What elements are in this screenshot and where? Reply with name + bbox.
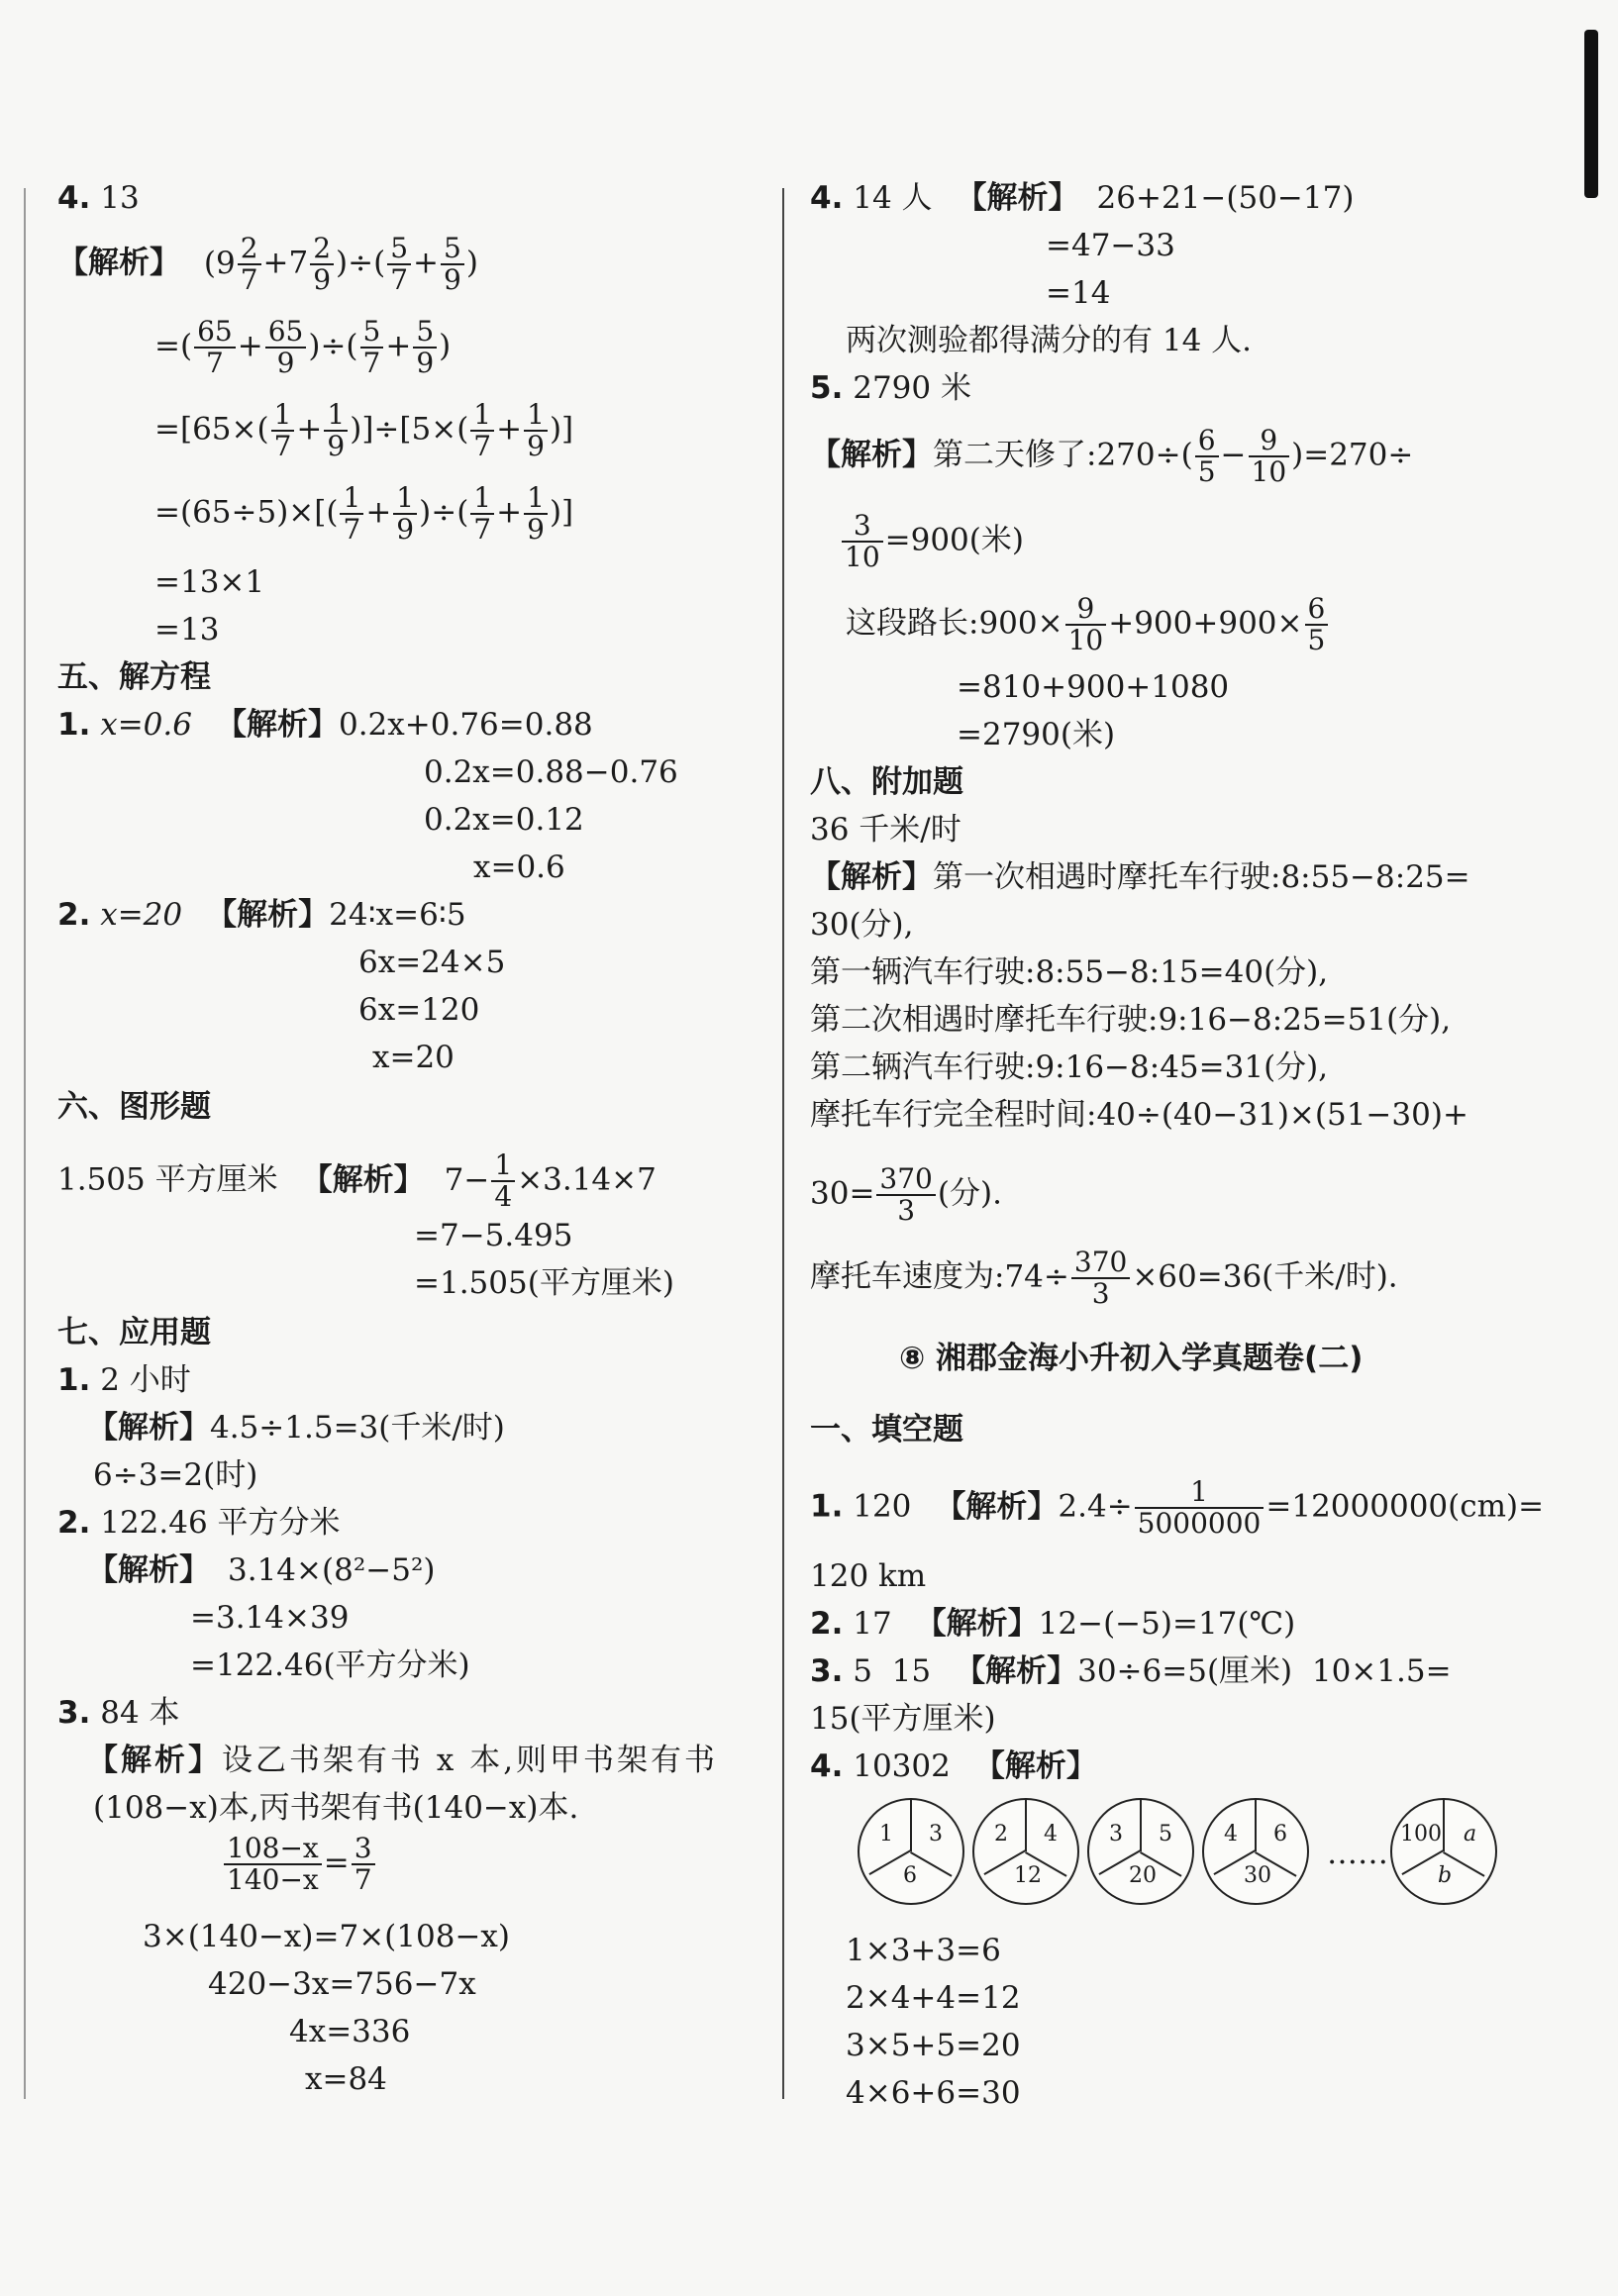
eq1-line2: 0.2x=0.88−0.76 <box>424 754 678 790</box>
g1-line2: =7−5.495 <box>414 1218 573 1253</box>
a3-line1: 【解析】设乙书架有书 x 本,则甲书架有书 <box>87 1743 719 1778</box>
a1-answer: 1. 2 小时 <box>57 1362 191 1398</box>
section-8-heading: 八、附加题 <box>810 764 963 800</box>
pattern-line3: 3×5+5=20 <box>846 2028 1021 2063</box>
r4-line4: 两次测验都得满分的有 14 人. <box>846 323 1253 358</box>
a1-line2: 6÷3=2(时) <box>93 1457 258 1493</box>
t3-line1: 3. 5 15 【解析】30÷6=5(厘米) 10×1.5= <box>810 1653 1452 1689</box>
r5-line3: 这段路长:900× $\frac{9}{10}$ +900+900× $\frac{6}{5}$ <box>846 594 1330 655</box>
circle-n: 100 a b <box>1390 1798 1497 1905</box>
circle-2: 2 4 12 <box>972 1798 1079 1905</box>
exam-title: ⑧ 湘郡金海小升初入学真题卷(二) <box>899 1341 1364 1376</box>
g1-line3: =1.505(平方厘米) <box>414 1265 674 1301</box>
ellipsis: …… <box>1327 1836 1388 1871</box>
a3-line6: 4x=336 <box>289 2014 411 2049</box>
eq2-line4: x=20 <box>372 1040 455 1075</box>
section-7-heading: 七、应用题 <box>57 1315 211 1350</box>
section-5-heading: 五、解方程 <box>57 659 211 695</box>
eq2-line2: 6x=24×5 <box>358 945 506 980</box>
q4-answer: 4. 13 <box>57 180 140 216</box>
left-border <box>24 188 26 2099</box>
t2-line: 2. 17 【解析】12−(−5)=17(℃) <box>810 1606 1296 1642</box>
q4-line4: =(65÷5)×[( $\frac{1}{7}$ + $\frac{1}{9}$ )÷( $\frac{1}{7}$ + $\frac{1}{9}$ )] <box>154 481 574 546</box>
bonus-line4: 第二次相遇时摩托车行驶:9:16−8:25=51(分), <box>810 1002 1452 1038</box>
t1-line1: 1. 120 【解析】2.4÷ $\frac{1}{5000000}$ =12000000(cm)= <box>810 1475 1545 1540</box>
a3-line4: 3×(140−x)=7×(108−x) <box>143 1919 511 1954</box>
eq2-line1: 2. x=20 【解析】24∶x=6∶5 <box>57 897 466 933</box>
bonus-answer: 36 千米/时 <box>810 812 961 848</box>
eq1-line1: 1. x=0.6 【解析】0.2x+0.76=0.88 <box>57 707 593 743</box>
a2-line3: =122.46(平方分米) <box>190 1647 470 1683</box>
r4-line1: 4. 14 人 【解析】 26+21−(50−17) <box>810 180 1355 216</box>
q4-line5: =13×1 <box>154 564 265 600</box>
r5-answer: 5. 2790 米 <box>810 370 971 406</box>
q4-line1: 【解析】 (9 $\frac{2}{7}$ +7 $\frac{2}{9}$ )÷( $\frac{5}{7}$ + $\frac{5}{9}$ ) <box>57 232 478 296</box>
r5-line5: =2790(米) <box>957 717 1116 752</box>
r4-line2: =47−33 <box>1046 228 1175 263</box>
r5-line1: 【解析】第二天修了:270÷( $\frac{6}{5}$ − $\frac{9}{10}$ )=270÷ <box>810 424 1414 488</box>
eq1-line3: 0.2x=0.12 <box>424 802 584 838</box>
q4-line3: =[65×( $\frac{1}{7}$ + $\frac{1}{9}$ )]÷[5×( $\frac{1}{7}$ + $\frac{1}{9}$ )] <box>154 398 574 462</box>
a3-line2: (108−x)本,丙书架有书(140−x)本. <box>93 1790 579 1826</box>
page-edge-mark <box>1584 30 1598 198</box>
q4-line2: =( $\frac{65}{7}$ + $\frac{65}{9}$ )÷( $\frac{5}{7}$ + $\frac{5}{9}$ ) <box>154 315 452 379</box>
t4-line: 4. 10302 【解析】 <box>810 1748 1097 1784</box>
t1-line2: 120 km <box>810 1558 927 1594</box>
r4-line3: =14 <box>1046 275 1111 311</box>
a2-answer: 2. 122.46 平方分米 <box>57 1505 341 1541</box>
pattern-line4: 4×6+6=30 <box>846 2075 1021 2111</box>
t3-line2: 15(平方厘米) <box>810 1701 996 1737</box>
fill-blank-heading: 一、填空题 <box>810 1412 963 1447</box>
circle-pattern <box>810 1798 1563 1917</box>
bonus-line8: 摩托车速度为:74÷ $\frac{370}{3}$ ×60=36(千米/时). <box>810 1246 1398 1310</box>
bonus-line6: 摩托车行完全程时间:40÷(40−31)×(51−30)+ <box>810 1097 1468 1133</box>
bonus-line2: 30(分), <box>810 907 914 943</box>
circle-4: 4 6 30 <box>1202 1798 1309 1905</box>
section-6-heading: 六、图形题 <box>57 1089 211 1125</box>
eq1-line4: x=0.6 <box>473 849 565 885</box>
bonus-line5: 第二辆汽车行驶:9:16−8:45=31(分), <box>810 1049 1329 1085</box>
circle-3: 3 5 20 <box>1087 1798 1194 1905</box>
g1-line1: 1.505 平方厘米 【解析】 7− $\frac{1}{4}$ ×3.14×7 <box>57 1148 657 1213</box>
column-divider <box>782 188 784 2099</box>
a3-answer: 3. 84 本 <box>57 1695 180 1731</box>
pattern-line1: 1×3+3=6 <box>846 1933 1001 1968</box>
r5-line4: =810+900+1080 <box>957 669 1230 705</box>
r5-line2: $\frac{3}{10}$ =900(米) <box>840 511 1024 572</box>
bonus-line3: 第一辆汽车行驶:8:55−8:15=40(分), <box>810 954 1329 990</box>
a3-line5: 420−3x=756−7x <box>208 1966 476 2002</box>
q4-line6: =13 <box>154 612 220 648</box>
a3-fraction-eq: $\frac{108-x}{140-x}$ = $\frac{3}{7}$ <box>222 1834 377 1895</box>
a2-line2: =3.14×39 <box>190 1600 350 1636</box>
a2-line1: 【解析】 3.14×(8²−5²) <box>87 1552 436 1588</box>
a3-line7: x=84 <box>305 2061 387 2097</box>
bonus-line7: 30= $\frac{370}{3}$ (分). <box>810 1162 1002 1227</box>
a1-line1: 【解析】4.5÷1.5=3(千米/时) <box>87 1410 505 1446</box>
bonus-line1: 【解析】第一次相遇时摩托车行驶:8:55−8:25= <box>810 859 1470 895</box>
pattern-line2: 2×4+4=12 <box>846 1980 1021 2016</box>
circle-1: 1 3 6 <box>858 1798 964 1905</box>
eq2-line3: 6x=120 <box>358 992 480 1028</box>
